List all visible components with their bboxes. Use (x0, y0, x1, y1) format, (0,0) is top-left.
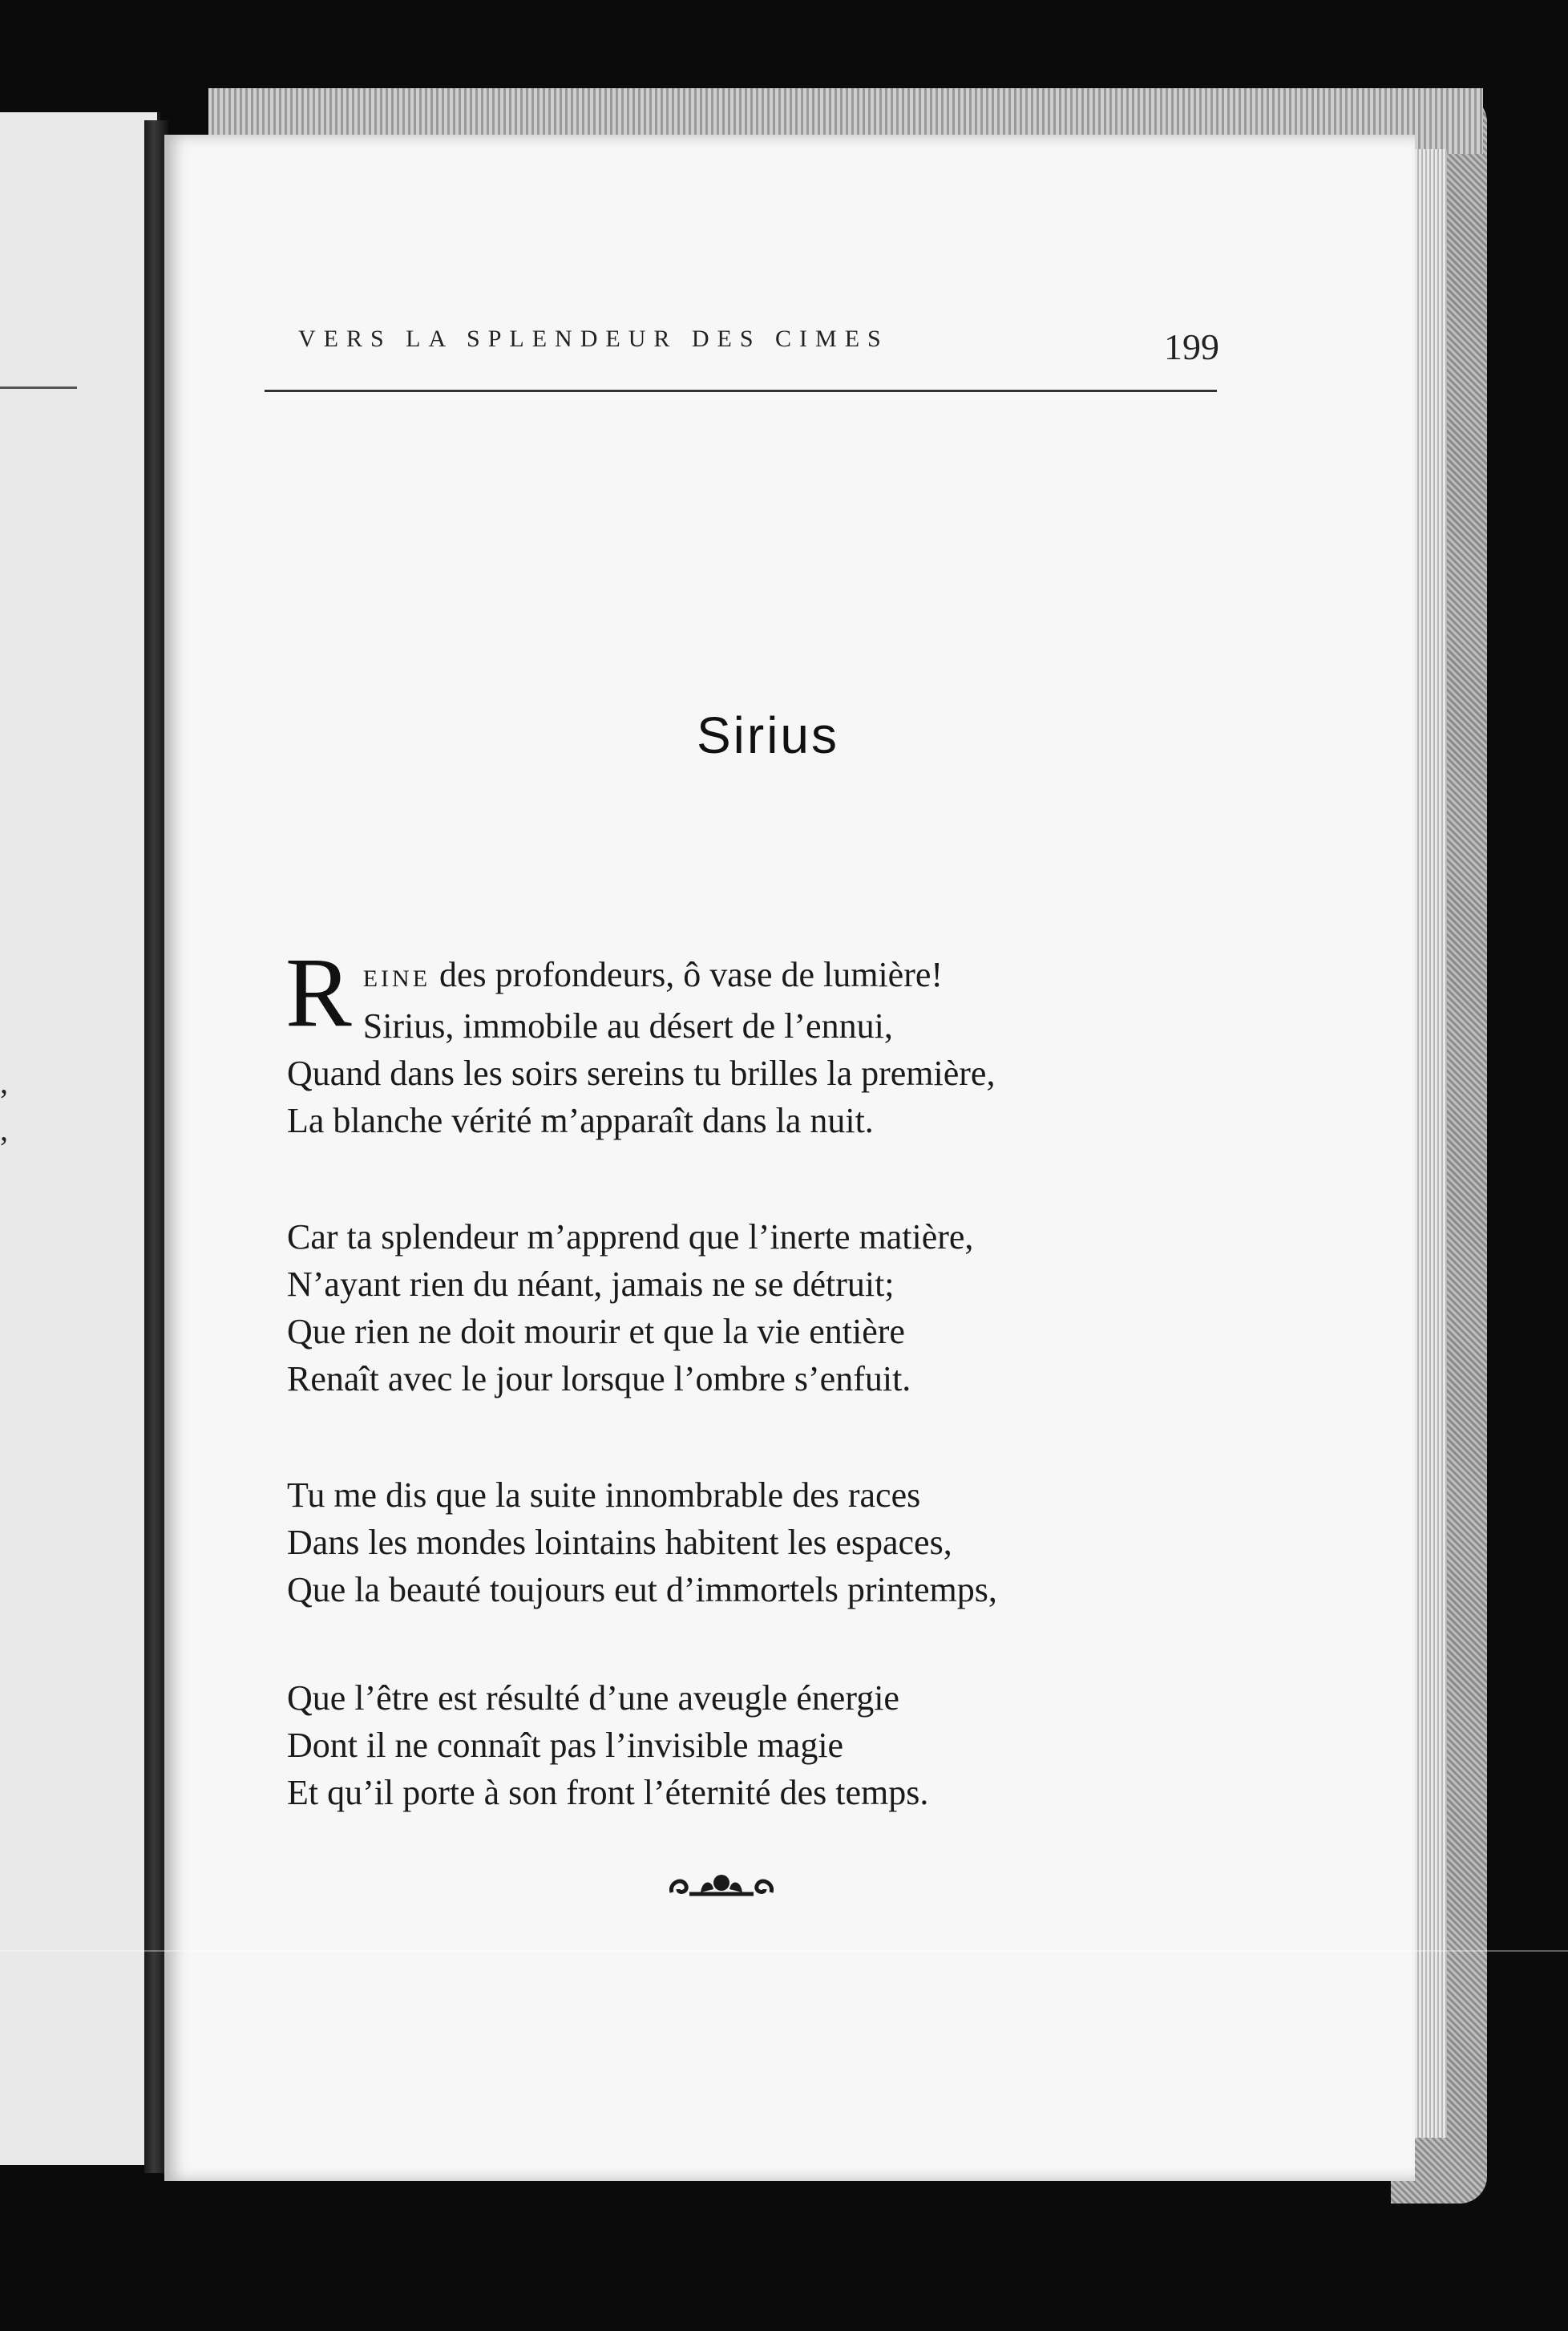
poem-line: Quand dans les soirs sereins tu brilles la première, (287, 1054, 996, 1093)
page-number: 199 (1164, 326, 1219, 367)
poem-title-row (0, 706, 1568, 765)
poem-line: Que rien ne doit mourir et que la vie entière (287, 1312, 905, 1351)
previous-page-mark: , (0, 1064, 8, 1100)
poem-line: Dont il ne connaît pas l’invisible magie (287, 1726, 844, 1765)
film-scratch-line (0, 1950, 1568, 1952)
poem-line: N’ayant rien du néant, jamais ne se détruit; (287, 1265, 895, 1304)
stanza (287, 1213, 1249, 1402)
poem-line: Que l’être est résulté d’une aveugle énergie (287, 1678, 899, 1718)
running-head: VERS LA SPLENDEUR DES CIMES (298, 326, 889, 352)
poem-body (285, 937, 1249, 1885)
drop-cap: R (285, 937, 352, 1047)
poem-line: Que la beauté toujours eut d’immortels printemps, (287, 1570, 997, 1609)
previous-page (0, 112, 160, 2165)
previous-page-mark: , (0, 1111, 8, 1147)
stanza (287, 1471, 1249, 1613)
header-rule (265, 390, 1217, 392)
fleuron-ornament-icon (665, 1868, 778, 1905)
first-word-smallcaps: EINE (362, 965, 431, 992)
stanza (285, 937, 1249, 1144)
poem-title: Sirius (696, 706, 840, 764)
poem-line: Tu me dis que la suite innombrable des races (287, 1475, 921, 1515)
first-lines-block (285, 937, 1249, 1050)
poem-line: Et qu’il porte à son front l’éternité des temps. (287, 1773, 929, 1812)
poem-line: Car ta splendeur m’apprend que l’inerte matière, (287, 1217, 974, 1257)
poem-line: La blanche vérité m’apparaît dans la nuit. (287, 1101, 874, 1140)
poem-line: Renaît avec le jour lorsque l’ombre s’enfuit. (287, 1359, 911, 1398)
poem-line: Sirius, immobile au désert de l’ennui, (362, 1006, 893, 1046)
first-line-text: des profondeurs, ô vase de lumière! (430, 955, 944, 994)
poem-line (287, 951, 1249, 1002)
previous-page-rule (0, 386, 77, 389)
poem-line: Dans les mondes lointains habitent les espaces, (287, 1523, 952, 1562)
stanza (287, 1674, 1249, 1816)
